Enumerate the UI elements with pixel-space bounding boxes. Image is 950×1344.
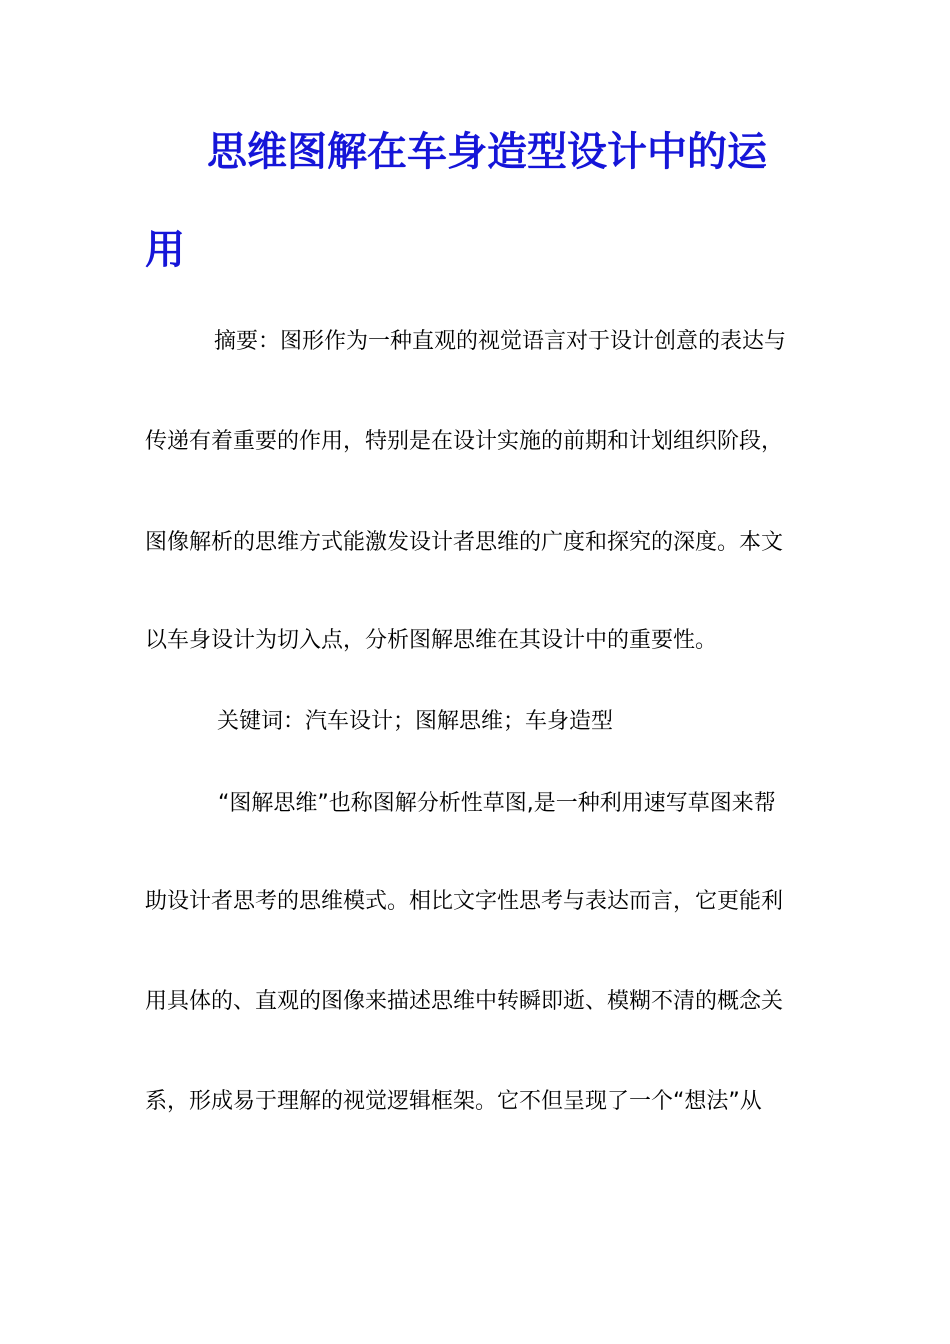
body-line-1: “图解思维”也称图解分析性草图,是一种利用速写草图来帮 <box>218 791 776 816</box>
abstract-line-3: 图像解析的思维方式能激发设计者思维的广度和探究的深度。本文 <box>145 530 784 555</box>
body-line-3: 用具体的、直观的图像来描述思维中转瞬即逝、模糊不清的概念关 <box>145 989 784 1014</box>
abstract-line-2: 传递有着重要的作用，特别是在设计实施的前期和计划组织阶段， <box>145 429 784 454</box>
abstract-line-4: 以车身设计为切入点，分析图解思维在其设计中的重要性。 <box>145 628 718 653</box>
document-title-line-2: 用 <box>145 227 185 273</box>
document-title-line-1: 思维图解在车身造型设计中的运 <box>207 129 767 175</box>
body-line-2: 助设计者思考的思维模式。相比文字性思考与表达而言，它更能利 <box>145 889 784 914</box>
body-line-4: 系，形成易于理解的视觉逻辑框架。它不但呈现了一个“想法”从 <box>145 1089 762 1114</box>
keywords-line: 关键词：汽车设计；图解思维；车身造型 <box>217 709 614 734</box>
abstract-line-1: 摘要：图形作为一种直观的视觉语言对于设计创意的表达与 <box>214 329 787 354</box>
